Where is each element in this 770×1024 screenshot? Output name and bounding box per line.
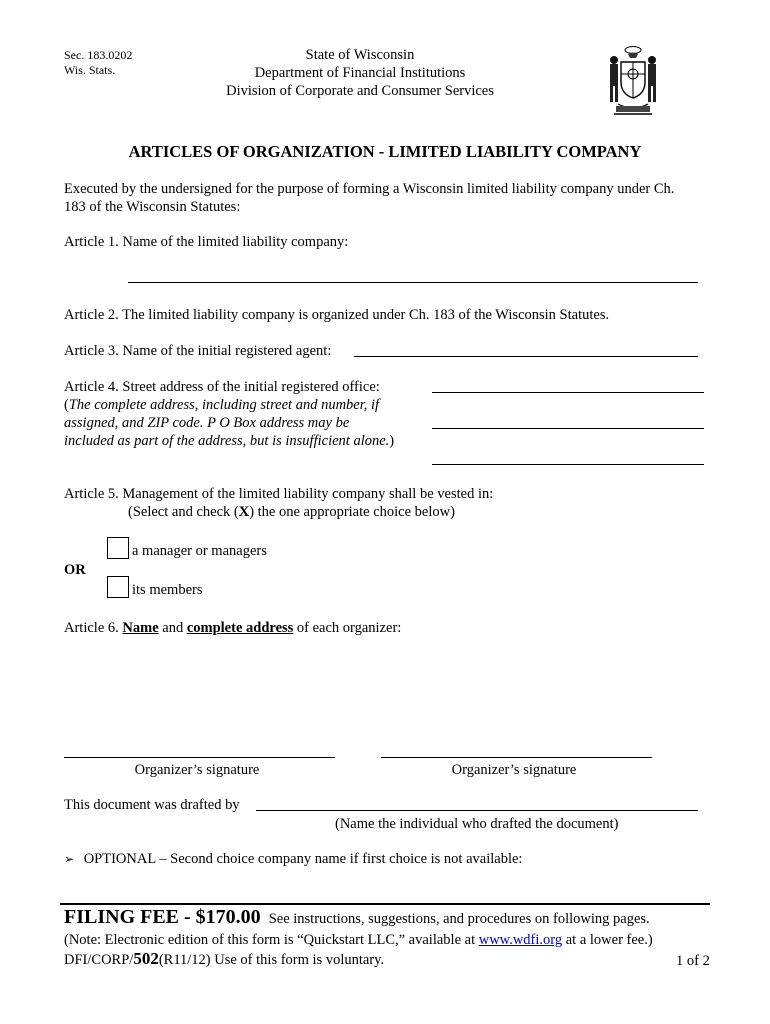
article-5-instruction bbox=[128, 503, 455, 521]
wisconsin-seal-icon bbox=[604, 44, 662, 120]
article-6-suffix: of each organizer: bbox=[296, 620, 402, 636]
filing-fee: FILING FEE - $170.00 bbox=[64, 906, 261, 928]
drafted-by-note: (Name the individual who drafted the document) bbox=[335, 816, 619, 832]
article-6-and: and bbox=[162, 620, 184, 636]
organizer-signature-line-1[interactable] bbox=[64, 757, 335, 758]
instruction-post: ) the one appropriate choice below) bbox=[249, 504, 455, 520]
arrow-bullet-icon: ➢ bbox=[64, 852, 75, 866]
statute-line-1: Sec. 183.0202 bbox=[64, 48, 133, 62]
intro-line-2: 183 of the Wisconsin Statutes: bbox=[64, 199, 241, 215]
drafted-by-field[interactable] bbox=[256, 810, 698, 811]
electronic-edition-note bbox=[64, 931, 653, 949]
article-3-label: Article 3. Name of the initial registered agent: bbox=[64, 343, 332, 359]
note-pre: (Note: Electronic edition of this form is “Quickstart LLC,” available at bbox=[64, 932, 476, 948]
article-6-name: Name bbox=[122, 620, 159, 636]
llc-name-field[interactable] bbox=[128, 282, 698, 283]
or-label: OR bbox=[64, 562, 86, 578]
wdfi-link[interactable]: www.wdfi.org bbox=[478, 932, 563, 948]
instruction-x: X bbox=[238, 504, 250, 520]
footer-divider bbox=[60, 903, 710, 905]
form-suffix: (R11/12) Use of this form is voluntary. bbox=[158, 952, 385, 968]
note-close-paren: ) bbox=[389, 433, 395, 449]
statute-reference bbox=[64, 48, 132, 78]
manager-checkbox[interactable] bbox=[107, 537, 129, 559]
division-name: Division of Corporate and Consumer Services bbox=[226, 83, 494, 99]
article-2-text: Article 2. The limited liability company is organized under Ch. 183 of the Wisconsin Statutes. bbox=[64, 307, 610, 323]
optional-section bbox=[64, 850, 522, 868]
department-name: Department of Financial Institutions bbox=[254, 65, 466, 81]
form-prefix: DFI/CORP/ bbox=[64, 952, 134, 968]
optional-text: OPTIONAL – Second choice company name if first choice is not available: bbox=[83, 851, 523, 867]
note-open-paren: ( bbox=[64, 397, 69, 413]
filing-fee-note: See instructions, suggestions, and procedures on following pages. bbox=[268, 911, 650, 927]
form-number: 502 bbox=[133, 949, 159, 968]
organizer-signature-label-2: Organizer’s signature bbox=[451, 762, 577, 778]
members-checkbox[interactable] bbox=[107, 576, 129, 598]
article-1-label: Article 1. Name of the limited liability company: bbox=[64, 234, 349, 250]
note-line-3: included as part of the address, but is insufficient alone. bbox=[64, 433, 390, 449]
manager-option-label: a manager or managers bbox=[132, 543, 267, 559]
note-line-2: assigned, and ZIP code. P O Box address may be bbox=[64, 415, 350, 431]
article-4-label: Article 4. Street address of the initial registered office: bbox=[64, 379, 380, 395]
intro-text bbox=[64, 180, 674, 216]
filing-fee-line bbox=[64, 906, 650, 929]
organizer-signature-line-2[interactable] bbox=[381, 757, 652, 758]
article-4-note bbox=[64, 396, 394, 450]
intro-line-1: Executed by the undersigned for the purpose of forming a Wisconsin limited liability company under Ch. bbox=[64, 181, 675, 197]
registered-agent-field[interactable] bbox=[354, 356, 698, 357]
article-6-label bbox=[64, 619, 401, 637]
article-5-label: Article 5. Management of the limited liability company shall be vested in: bbox=[64, 486, 494, 502]
form-id bbox=[64, 949, 384, 969]
organizer-signature-label-1: Organizer’s signature bbox=[134, 762, 260, 778]
drafted-by-label: This document was drafted by bbox=[64, 797, 240, 813]
office-address-line-1[interactable] bbox=[432, 392, 704, 393]
page-number: 1 of 2 bbox=[676, 953, 710, 969]
instruction-pre: (Select and check ( bbox=[128, 504, 239, 520]
office-address-line-3[interactable] bbox=[432, 464, 704, 465]
members-option-label: its members bbox=[132, 582, 203, 598]
state-name: State of Wisconsin bbox=[305, 47, 415, 63]
article-6-prefix: Article 6. bbox=[64, 620, 119, 636]
form-title: ARTICLES OF ORGANIZATION - LIMITED LIABILITY COMPANY bbox=[128, 142, 642, 161]
note-post: at a lower fee.) bbox=[565, 932, 653, 948]
article-6-address: complete address bbox=[186, 620, 294, 636]
statute-line-2: Wis. Stats. bbox=[64, 63, 116, 77]
note-line-1: The complete address, including street and number, if bbox=[68, 397, 380, 413]
agency-header bbox=[190, 46, 530, 100]
office-address-line-2[interactable] bbox=[432, 428, 704, 429]
